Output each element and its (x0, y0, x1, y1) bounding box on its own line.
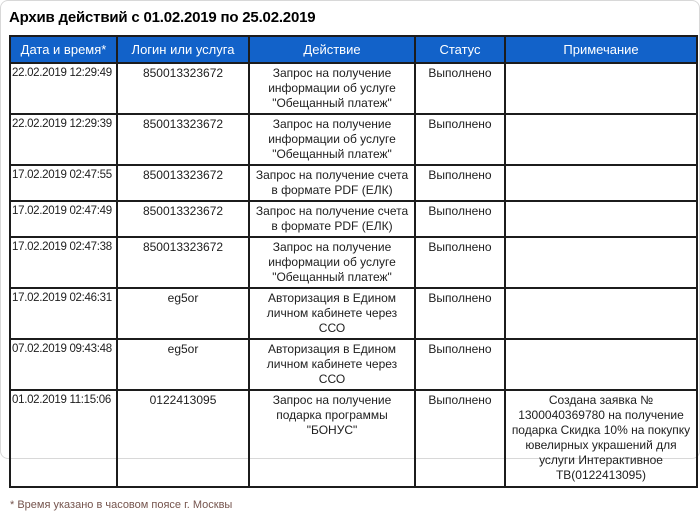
note-cell (505, 201, 697, 237)
login-cell: 850013323672 (117, 63, 249, 114)
status-cell: Выполнено (415, 288, 505, 339)
action-cell: Запрос на получение информации об услуге "Обещанный платеж" (249, 114, 415, 165)
login-cell: 850013323672 (117, 165, 249, 201)
note-cell (505, 114, 697, 165)
note-cell (505, 63, 697, 114)
datetime-cell: 07.02.2019 09:43:48 (10, 339, 117, 390)
table-row (10, 63, 697, 114)
status-cell: Выполнено (415, 63, 505, 114)
table-row (10, 165, 697, 201)
col-header-status: Статус (415, 36, 505, 63)
datetime-cell: 17.02.2019 02:46:31 (10, 288, 117, 339)
table-row (10, 339, 697, 390)
status-cell: Выполнено (415, 114, 505, 165)
table-row (10, 390, 697, 487)
action-cell: Запрос на получение подарка программы "БОНУС" (249, 390, 415, 487)
status-cell: Выполнено (415, 201, 505, 237)
status-cell: Выполнено (415, 390, 505, 487)
table-row (10, 288, 697, 339)
login-cell: 850013323672 (117, 114, 249, 165)
datetime-cell: 17.02.2019 02:47:55 (10, 165, 117, 201)
action-cell: Запрос на получение счета в формате PDF (ЕЛК) (249, 165, 415, 201)
table-row (10, 114, 697, 165)
login-cell: 850013323672 (117, 237, 249, 288)
action-cell: Запрос на получение информации об услуге "Обещанный платеж" (249, 63, 415, 114)
status-cell: Выполнено (415, 165, 505, 201)
action-cell: Запрос на получение информации об услуге "Обещанный платеж" (249, 237, 415, 288)
table-row (10, 237, 697, 288)
login-cell: eg5or (117, 288, 249, 339)
table-header-row (10, 36, 697, 63)
page-title: Архив действий с 01.02.2019 по 25.02.2019 (9, 9, 316, 26)
action-cell: Авторизация в Едином личном кабинете через ССО (249, 288, 415, 339)
login-cell: eg5or (117, 339, 249, 390)
note-cell: Создана заявка № 1300040369780 на получение подарка Скидка 10% на покупку ювелирных украшений для услуги Интерактивное ТВ(0122413095) (505, 390, 697, 487)
note-cell (505, 237, 697, 288)
col-header-note: Примечание (505, 36, 697, 63)
datetime-cell: 17.02.2019 02:47:49 (10, 201, 117, 237)
actions-archive-table (9, 35, 698, 488)
datetime-cell: 01.02.2019 11:15:06 (10, 390, 117, 487)
datetime-cell: 17.02.2019 02:47:38 (10, 237, 117, 288)
col-header-login: Логин или услуга (117, 36, 249, 63)
login-cell: 850013323672 (117, 201, 249, 237)
col-header-datetime: Дата и время* (10, 36, 117, 63)
datetime-cell: 22.02.2019 12:29:39 (10, 114, 117, 165)
action-cell: Запрос на получение счета в формате PDF (ЕЛК) (249, 201, 415, 237)
status-cell: Выполнено (415, 237, 505, 288)
col-header-action: Действие (249, 36, 415, 63)
timezone-footnote: * Время указано в часовом поясе г. Москвы (10, 499, 233, 511)
datetime-cell: 22.02.2019 12:29:49 (10, 63, 117, 114)
note-cell (505, 165, 697, 201)
login-cell: 0122413095 (117, 390, 249, 487)
note-cell (505, 288, 697, 339)
action-cell: Авторизация в Едином личном кабинете через ССО (249, 339, 415, 390)
note-cell (505, 339, 697, 390)
table-row (10, 201, 697, 237)
status-cell: Выполнено (415, 339, 505, 390)
